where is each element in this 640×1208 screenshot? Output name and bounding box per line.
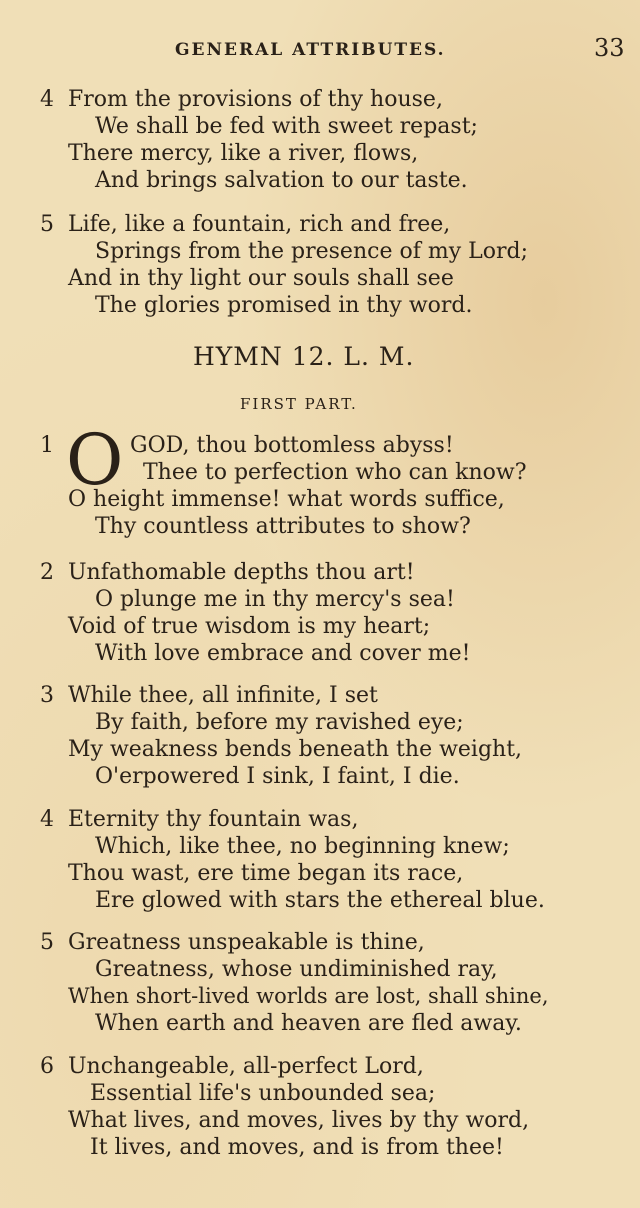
stanza-line: It lives, and moves, and is from thee!: [90, 1135, 504, 1160]
stanza-line: By faith, before my ravished eye;: [95, 710, 464, 735]
stanza-line: Thee to perfection who can know?: [143, 460, 527, 485]
stanza-line: Ere glowed with stars the ethereal blue.: [95, 888, 545, 913]
stanza-line: And in thy light our souls shall see: [68, 266, 454, 291]
stanza-number: 1: [40, 433, 54, 458]
stanza-line: Void of true wisdom is my heart;: [68, 614, 431, 639]
part-title: FIRST PART.: [240, 395, 358, 413]
stanza-line: O height immense! what words suffice,: [68, 487, 505, 512]
hymn-title: HYMN 12. L. M.: [193, 342, 415, 371]
running-head: [0, 34, 640, 64]
stanza-line: What lives, and moves, lives by thy word,: [68, 1108, 530, 1133]
stanza-line: Thou wast, ere time began its race,: [68, 861, 464, 886]
stanza-line: Greatness, whose undiminished ray,: [95, 957, 498, 982]
stanza-line: And brings salvation to our taste.: [95, 168, 468, 193]
stanza-line: Unfathomable depths thou art!: [68, 560, 415, 585]
stanza-line: The glories promised in thy word.: [95, 293, 473, 318]
stanza-line: Essential life's unbounded sea;: [90, 1081, 436, 1106]
stanza-line: We shall be fed with sweet repast;: [95, 114, 478, 139]
stanza-line: GOD, thou bottomless abyss!: [130, 433, 454, 458]
stanza-number: 5: [40, 212, 54, 237]
stanza-line: There mercy, like a river, flows,: [68, 141, 419, 166]
stanza-line: With love embrace and cover me!: [95, 641, 471, 666]
stanza-number: 6: [40, 1054, 54, 1079]
stanza-line: Unchangeable, all-perfect Lord,: [68, 1054, 424, 1079]
stanza-number: 4: [40, 807, 54, 832]
stanza-line: When earth and heaven are fled away.: [95, 1011, 522, 1036]
stanza-line: Eternity thy fountain was,: [68, 807, 359, 832]
stanza-line: O plunge me in thy mercy's sea!: [95, 587, 455, 612]
stanza-line: Springs from the presence of my Lord;: [95, 239, 528, 264]
stanza-line: O'erpowered I sink, I faint, I die.: [95, 764, 460, 789]
stanza-line: Thy countless attributes to show?: [95, 514, 471, 539]
stanza-line: While thee, all infinite, I set: [68, 683, 378, 708]
page-number: 33: [594, 34, 625, 62]
stanza-line: From the provisions of thy house,: [68, 87, 443, 112]
stanza-line: Greatness unspeakable is thine,: [68, 930, 425, 955]
stanza-line: My weakness bends beneath the weight,: [68, 737, 523, 762]
stanza-line: Which, like thee, no beginning knew;: [95, 834, 510, 859]
stanza-number: 5: [40, 930, 54, 955]
stanza-number: 3: [40, 683, 54, 708]
stanza-line: When short-lived worlds are lost, shall shine,: [68, 984, 549, 1008]
running-title: GENERAL ATTRIBUTES.: [175, 40, 446, 60]
stanza-number: 4: [40, 87, 54, 112]
stanza-line: Life, like a fountain, rich and free,: [68, 212, 451, 237]
stanza-number: 2: [40, 560, 54, 585]
drop-cap: O: [66, 419, 124, 501]
